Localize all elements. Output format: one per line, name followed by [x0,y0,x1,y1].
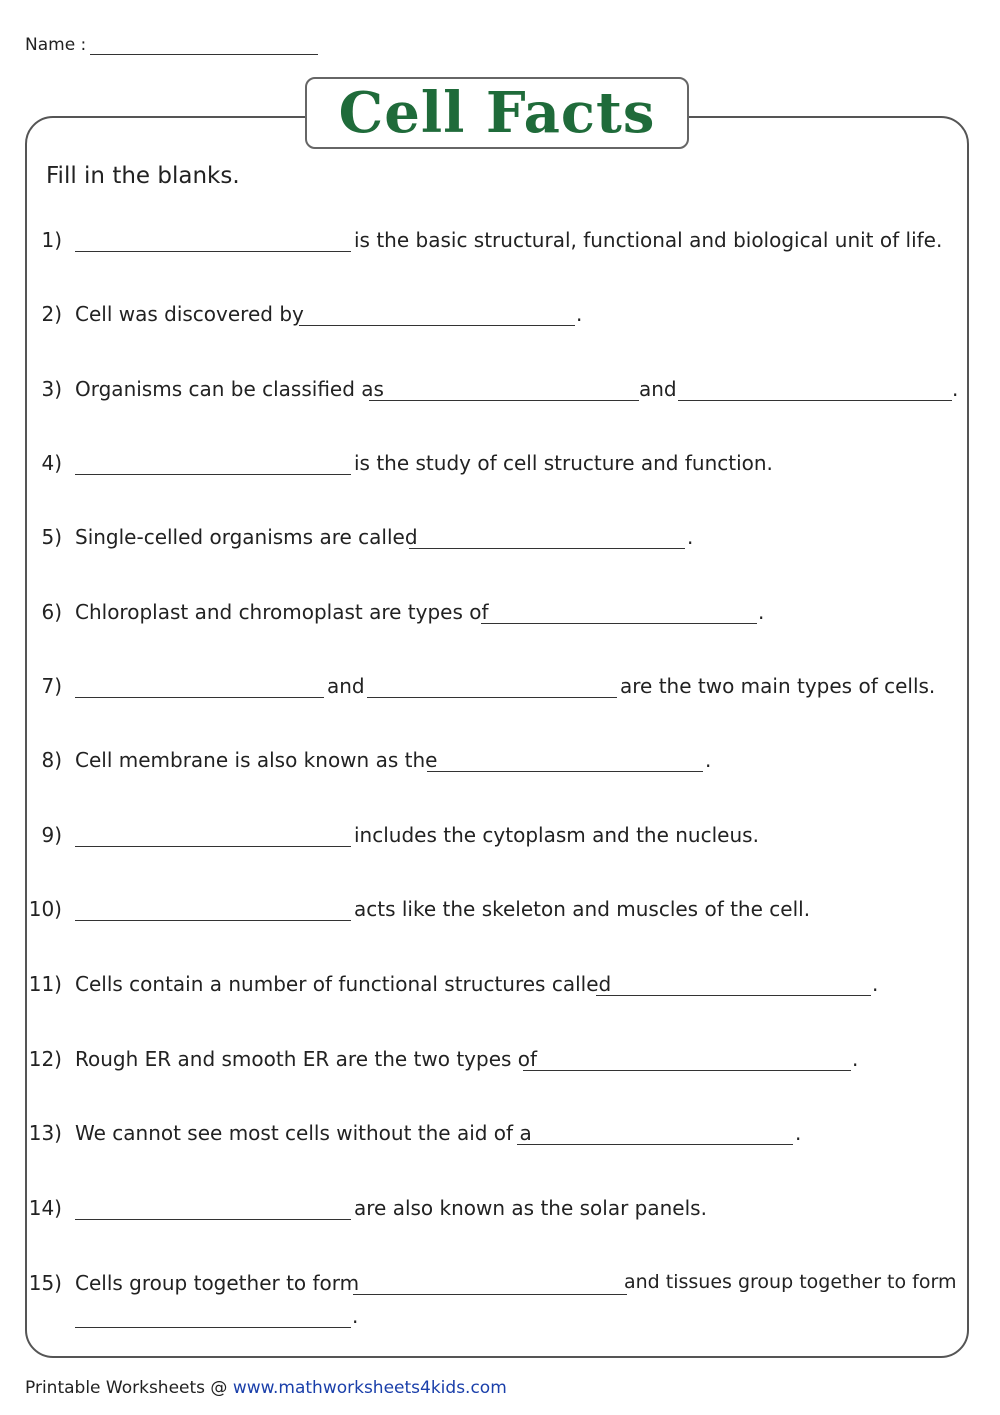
question-text: Organisms can be classified as [75,377,384,401]
question-text: is the basic structural, functional and biological unit of life. [354,228,943,252]
question-number: 14) [28,1196,62,1220]
question-13 [0,1121,1000,1161]
question-text: includes the cytoplasm and the nucleus. [354,823,759,847]
answer-blank[interactable] [75,251,351,252]
question-number: 5) [41,525,62,549]
footer [25,1378,507,1398]
answer-blank[interactable] [75,1327,351,1328]
answer-blank[interactable] [596,995,871,996]
question-7 [0,674,1000,714]
question-4 [0,451,1000,491]
question-8 [0,748,1000,788]
answer-blank[interactable] [678,400,952,401]
question-text: are also known as the solar panels. [354,1196,707,1220]
question-text: . [576,302,583,326]
question-text: Single-celled organisms are called [75,525,418,549]
question-number: 2) [41,302,62,326]
question-15-continued [0,1304,1000,1344]
question-number: 12) [28,1047,62,1071]
question-text: Cell membrane is also known as the [75,748,438,772]
question-number: 10) [28,897,62,921]
question-text: Cell was discovered by [75,302,304,326]
question-9 [0,823,1000,863]
question-text: . [872,972,879,996]
question-number: 1) [41,228,62,252]
answer-blank[interactable] [367,697,617,698]
question-text: and [639,377,677,401]
footer-text: Printable Worksheets @ [25,1378,228,1398]
question-text: Cells group together to form [75,1271,360,1295]
question-text: . [952,377,959,401]
question-text: Rough ER and smooth ER are the two types of [75,1047,538,1071]
question-text: and [327,674,365,698]
question-text: are the two main types of cells. [620,674,936,698]
question-number: 7) [41,674,62,698]
question-text: . [758,600,765,624]
answer-blank[interactable] [523,1070,851,1071]
question-text: and tissues group together to form [624,1271,957,1293]
answer-blank[interactable] [481,623,757,624]
name-label: Name : [25,35,87,55]
answer-blank[interactable] [353,1294,627,1295]
answer-blank[interactable] [75,846,351,847]
question-number: 3) [41,377,62,401]
question-text: We cannot see most cells without the aid of a [75,1121,532,1145]
answer-blank[interactable] [427,771,703,772]
question-text: acts like the skeleton and muscles of the cell. [354,897,811,921]
question-10 [0,897,1000,937]
answer-blank[interactable] [75,474,351,475]
instructions: Fill in the blanks. [46,163,240,189]
question-11 [0,972,1000,1012]
question-text: . [852,1047,859,1071]
footer-link[interactable]: www.mathworksheets4kids.com [232,1378,507,1398]
question-number: 9) [41,823,62,847]
question-number: 13) [28,1121,62,1145]
question-3 [0,377,1000,417]
question-text: . [705,748,712,772]
answer-blank[interactable] [75,920,351,921]
title-box [305,77,689,149]
question-5 [0,525,1000,565]
worksheet-title: Cell Facts [338,80,656,146]
question-number: 4) [41,451,62,475]
question-1 [0,228,1000,268]
answer-blank[interactable] [299,325,575,326]
question-number: 11) [28,972,62,996]
question-text: . [687,525,694,549]
question-2 [0,302,1000,342]
question-6 [0,600,1000,640]
answer-blank[interactable] [409,548,685,549]
question-text: . [795,1121,802,1145]
answer-blank[interactable] [75,697,324,698]
question-number: 6) [41,600,62,624]
question-number: 8) [41,748,62,772]
name-blank[interactable] [90,32,318,55]
question-number: 15) [28,1271,62,1295]
name-field-row [25,32,318,55]
answer-blank[interactable] [75,1219,351,1220]
question-12 [0,1047,1000,1087]
question-text: is the study of cell structure and function. [354,451,773,475]
question-text: Cells contain a number of functional structures called [75,972,612,996]
question-text: Chloroplast and chromoplast are types of [75,600,489,624]
answer-blank[interactable] [369,400,639,401]
answer-blank[interactable] [517,1144,793,1145]
question-14 [0,1196,1000,1236]
question-text: . [352,1304,359,1328]
